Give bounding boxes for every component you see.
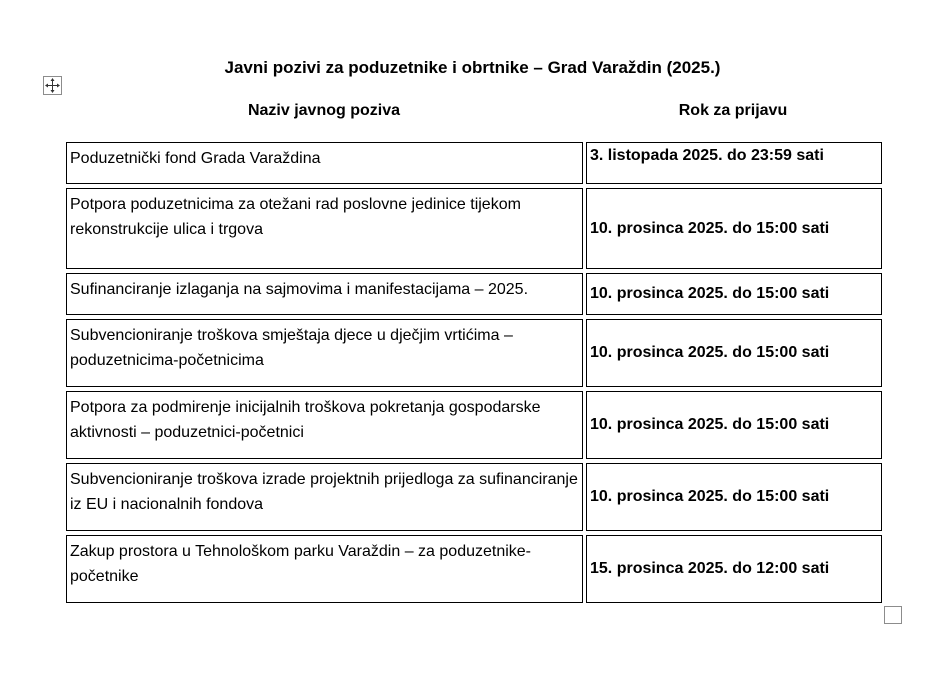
deadline-cell[interactable]: 10. prosinca 2025. do 15:00 sati xyxy=(586,273,882,315)
table-row xyxy=(66,319,882,387)
table-resize-handle-icon[interactable] xyxy=(884,606,902,624)
deadline-cell[interactable]: 15. prosinca 2025. do 12:00 sati xyxy=(586,535,882,603)
call-name-cell[interactable]: Potpora poduzetnicima za otežani rad poslovne jedinice tijekom rekonstrukcije ulica i trgova xyxy=(66,188,583,269)
call-name-cell[interactable]: Zakup prostora u Tehnološkom parku Varaždin – za poduzetnike-početnike xyxy=(66,535,583,603)
table-row xyxy=(66,391,882,459)
deadline-cell[interactable]: 3. listopada 2025. do 23:59 sati xyxy=(586,142,882,184)
column-header-deadline: Rok za prijavu xyxy=(678,102,788,119)
table-row xyxy=(66,188,882,269)
call-name-cell[interactable]: Sufinanciranje izlaganja na sajmovima i manifestacijama – 2025. xyxy=(66,273,583,315)
table-row xyxy=(66,463,882,531)
table-move-handle-icon[interactable] xyxy=(43,76,62,95)
table-row xyxy=(66,535,882,603)
call-name-cell[interactable]: Poduzetnički fond Grada Varaždina xyxy=(66,142,583,184)
document-title: Javni pozivi za poduzetnike i obrtnike – Grad Varaždin (2025.) xyxy=(224,58,721,77)
deadline-cell[interactable]: 10. prosinca 2025. do 15:00 sati xyxy=(586,391,882,459)
deadline-cell[interactable]: 10. prosinca 2025. do 15:00 sati xyxy=(586,319,882,387)
table-row xyxy=(66,142,882,184)
deadline-cell[interactable]: 10. prosinca 2025. do 15:00 sati xyxy=(586,188,882,269)
call-name-cell[interactable]: Potpora za podmirenje inicijalnih troškova pokretanja gospodarske aktivnosti – poduzetnici-početnici xyxy=(66,391,583,459)
column-header-name: Naziv javnog poziva xyxy=(247,102,401,119)
deadline-cell[interactable]: 10. prosinca 2025. do 15:00 sati xyxy=(586,463,882,531)
call-name-cell[interactable]: Subvencioniranje troškova smještaja djece u dječjim vrtićima – poduzetnicima-početnicima xyxy=(66,319,583,387)
table-row xyxy=(66,273,882,315)
call-name-cell[interactable]: Subvencioniranje troškova izrade projektnih prijedloga za sufinanciranje iz EU i nacionalnih fondova xyxy=(66,463,583,531)
